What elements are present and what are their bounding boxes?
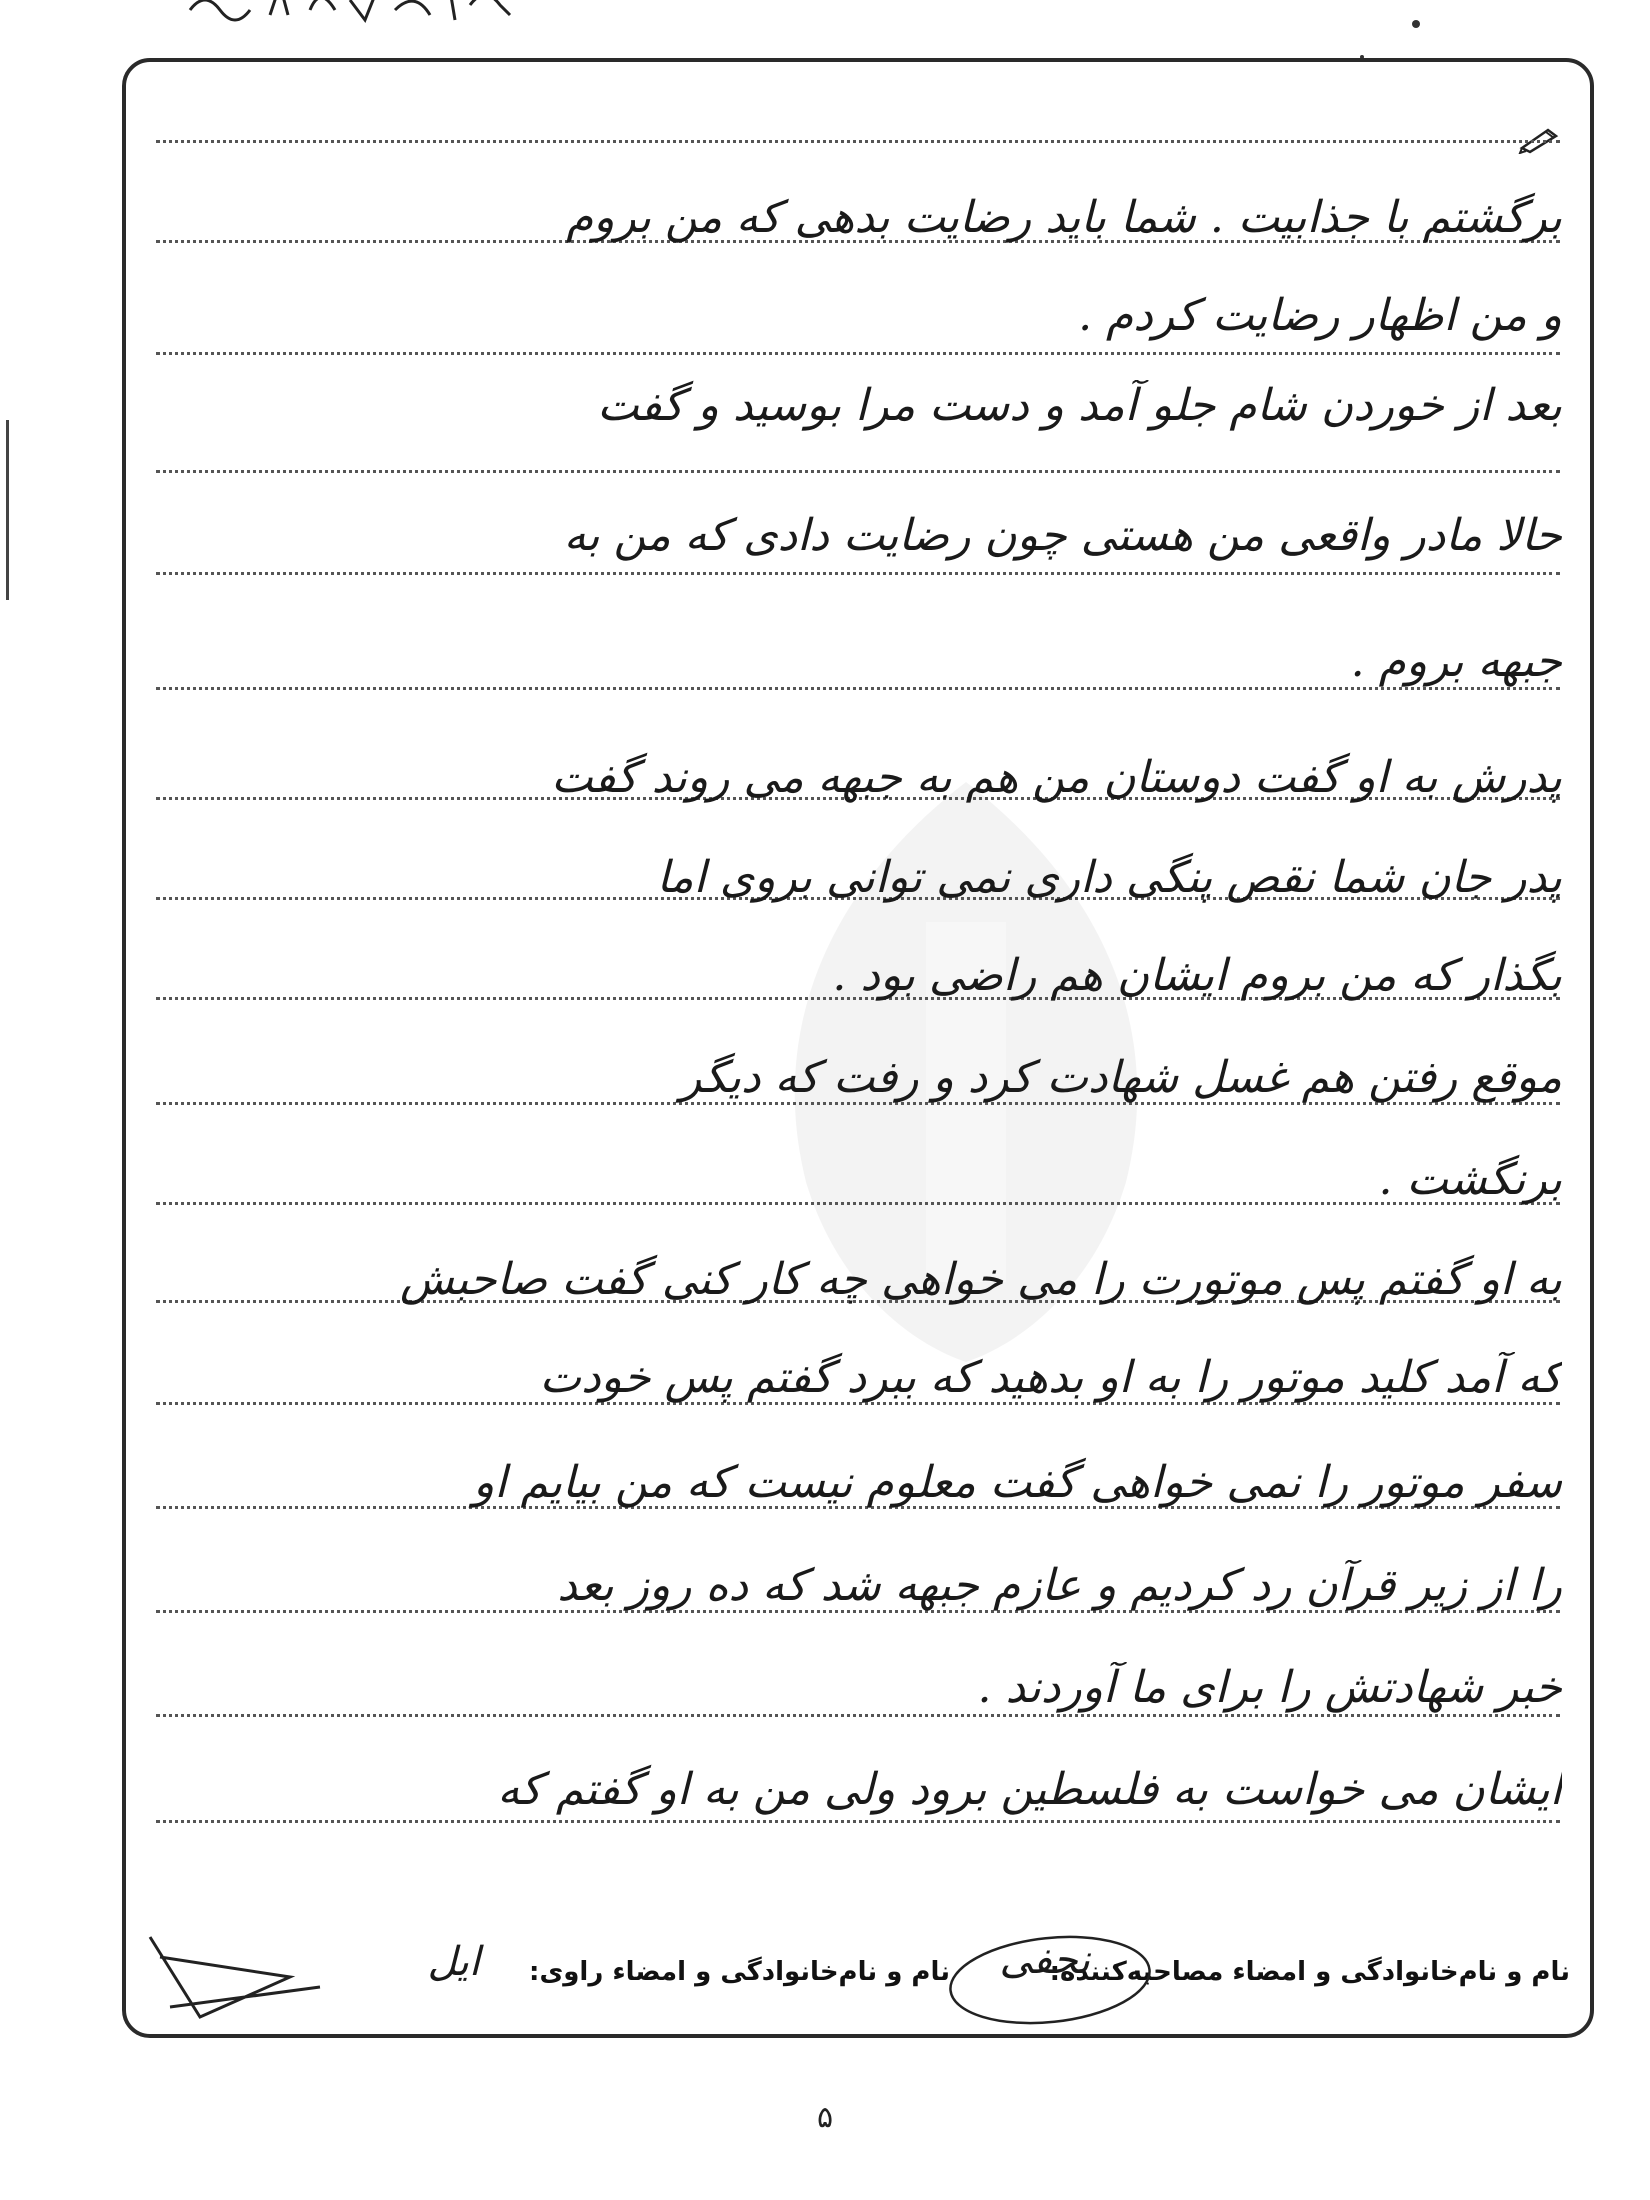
signature-footer xyxy=(126,1937,1590,2017)
handwritten-line: جبهه بروم . xyxy=(1350,636,1562,687)
ruled-line xyxy=(156,352,1560,355)
handwritten-line: ایشان می خواست به فلسطین برود ولی من به او گفتم که xyxy=(497,1764,1562,1815)
ruled-line xyxy=(156,1820,1560,1823)
narrator-signature: ایل xyxy=(427,1939,480,1985)
interviewer-signature: نجفی xyxy=(999,1937,1090,1983)
ruled-line xyxy=(156,687,1560,690)
top-scrawl xyxy=(180,0,600,30)
ruled-line xyxy=(156,1714,1560,1717)
handwritten-line: پدر جان شما نقص پنگی داری نمی توانی بروی اما xyxy=(656,852,1562,903)
narrator-signature-scribble xyxy=(140,1917,330,2037)
ruled-line xyxy=(156,140,1560,143)
ruled-area xyxy=(156,62,1560,2034)
handwritten-line: حالا مادر واقعی من هستی چون رضایت دادی که من به xyxy=(563,510,1562,561)
handwritten-line: خبر شهادتش را برای ما آوردند . xyxy=(977,1662,1562,1713)
handwritten-line: سفر موتور را نمی خواهی گفت معلوم نیست که من بیایم او xyxy=(473,1457,1562,1508)
ruled-line xyxy=(156,470,1560,473)
scan-margin-mark xyxy=(6,420,15,600)
handwritten-line: پدرش به او گفت دوستان من هم به جبهه می روند گفت xyxy=(551,752,1562,803)
handwritten-line: و من اظهار رضایت کردم . xyxy=(1078,290,1562,341)
ruled-line xyxy=(156,572,1560,575)
handwritten-line: برگشتم با جذابیت . شما باید رضایت بدهی که من بروم xyxy=(565,192,1562,243)
handwritten-line: بگذار که من بروم ایشان هم راضی بود . xyxy=(832,950,1562,1001)
handwritten-line: را از زیر قرآن رد کردیم و عازم جبهه شد که ده روز بعد xyxy=(557,1560,1562,1611)
narrator-label: نام و نام‌خانوادگی و امضاء راوی: xyxy=(529,1957,950,1987)
handwritten-line: برنگشت . xyxy=(1378,1154,1562,1205)
handwritten-line: بعد از خوردن شام جلو آمد و دست مرا بوسید و گفت xyxy=(597,380,1562,431)
scan-speck xyxy=(1412,20,1420,28)
handwritten-line: موقع رفتن هم غسل شهادت کرد و رفت که دیگر xyxy=(680,1052,1562,1103)
handwritten-line: که آمد کلید موتور را به او بدهید که ببرد گفتم پس خودت xyxy=(539,1352,1562,1403)
handwritten-line: به او گفتم پس موتورت را می خواهی چه کار کنی گفت صاحبش xyxy=(400,1254,1562,1305)
page-number: ۵ xyxy=(816,2100,834,2135)
document-frame xyxy=(122,58,1594,2038)
interviewer-label: نام و نام‌خانوادگی و امضاء مصاحبه‌کننده: xyxy=(1049,1957,1570,1987)
